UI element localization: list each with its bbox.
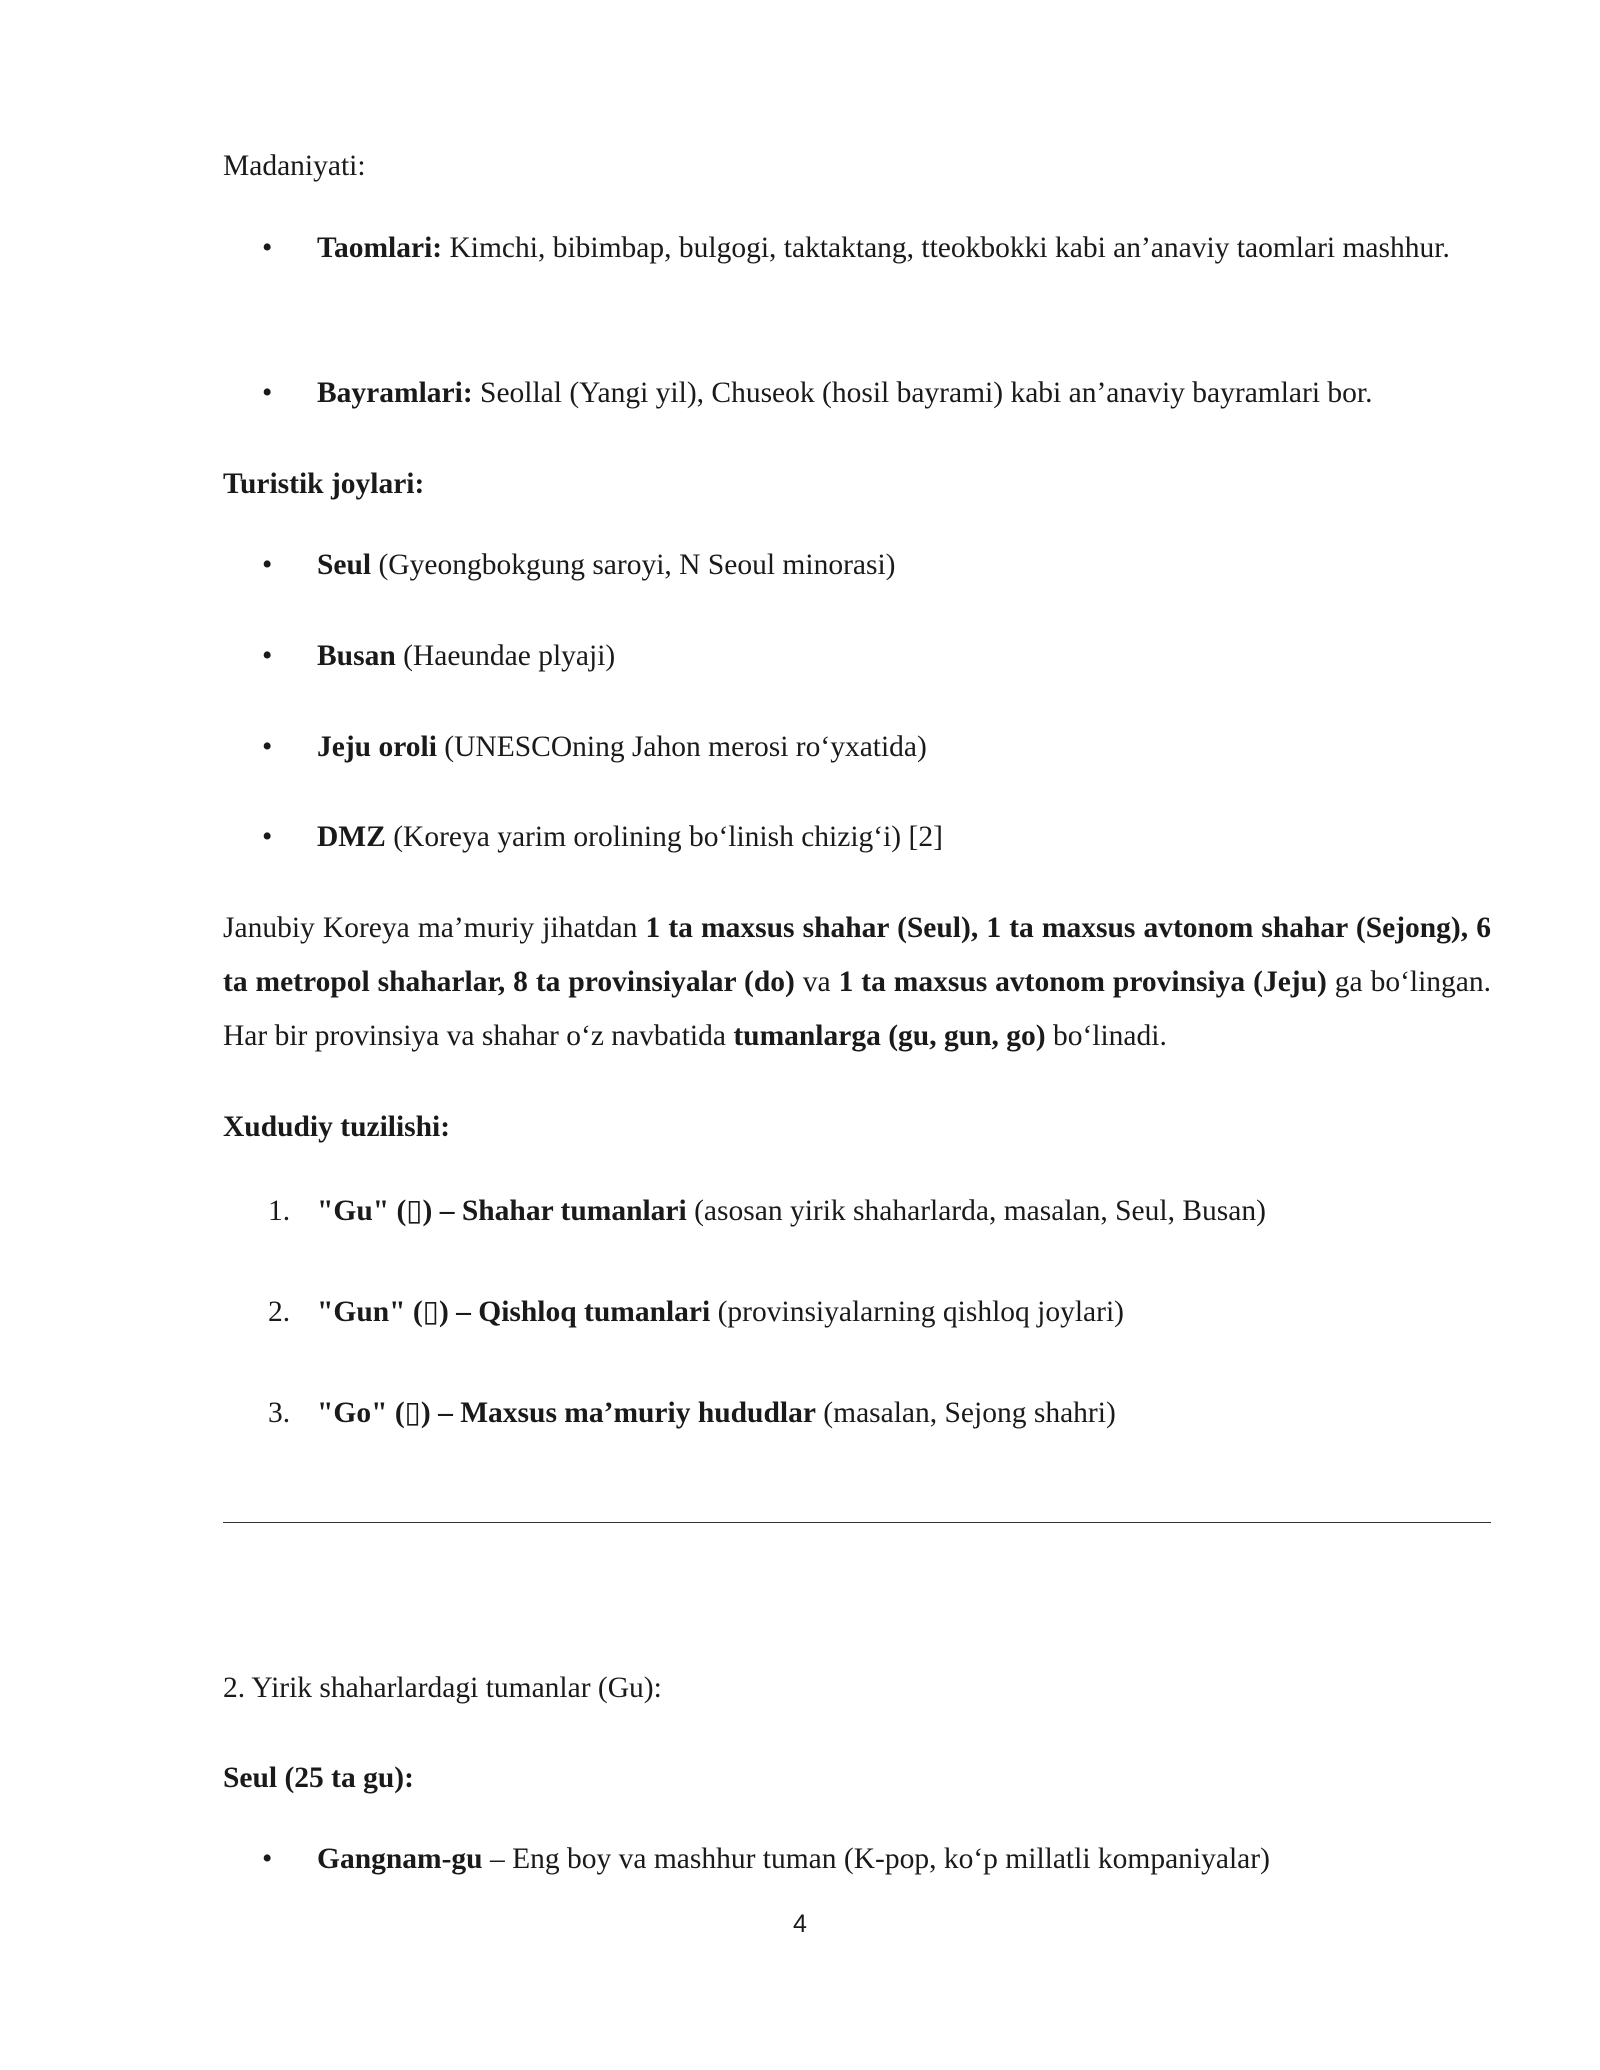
list-item-body: (asosan yirik shaharlarda, masalan, Seul, Busan) <box>686 1195 1266 1227</box>
list-item-text <box>317 810 1491 864</box>
section2-heading: 2. Yirik shaharlardagi tumanlar (Gu): <box>223 1672 662 1704</box>
structure-heading <box>223 1100 450 1154</box>
list-item-body: (Koreya yarim orolining bo‘linish chizig‘i) [2] <box>385 821 943 853</box>
list-item-text <box>317 1832 1491 1886</box>
list-item-label: DMZ <box>317 821 386 853</box>
list-item-label: "Gu" (▯) – Shahar tumanlari <box>317 1195 687 1227</box>
list-item-label: Bayramlari: <box>317 377 473 409</box>
list-item-body: Kimchi, bibimbap, bulgogi, taktaktang, tteokbokki kabi an’anaviy taomlari mashhur. <box>442 232 1450 264</box>
list-item-label: Busan <box>317 640 396 672</box>
paragraph-text: Janubiy Koreya ma’muriy jihatdan <box>223 912 646 944</box>
bullet-icon: • <box>262 821 273 853</box>
list-number: 1. <box>268 1195 291 1227</box>
list-number: 3. <box>268 1397 291 1429</box>
culture-heading: Madaniyati: <box>223 150 366 182</box>
bullet-icon: • <box>262 731 273 763</box>
tourism-heading-text: Turistik joylari: <box>223 468 425 500</box>
admin-paragraph <box>223 901 1491 1063</box>
list-number: 2. <box>268 1296 291 1328</box>
list-item-label: Gangnam-gu <box>317 1843 483 1875</box>
tourism-heading <box>223 457 424 511</box>
paragraph-bold: tumanlarga (gu, gun, go) <box>733 1020 1046 1052</box>
bullet-icon: • <box>262 549 273 581</box>
section2-subheading-text: Seul (25 ta gu): <box>223 1762 414 1794</box>
list-item-label: Taomlari: <box>317 232 443 264</box>
paragraph-text: bo‘linadi. <box>1045 1020 1167 1052</box>
bullet-icon: • <box>262 232 273 264</box>
paragraph-bold: 1 ta maxsus shahar (Seul), 1 ta maxsus avtonom shahar (Sejong), 6 ta metropol shaharlar, 8 ta provinsiyalar (do) <box>223 912 1491 998</box>
list-item-text <box>317 1184 1491 1238</box>
list-item-body: (Gyeongbokgung saroyi, N Seoul minorasi) <box>371 549 896 581</box>
page-number: 4 <box>793 1910 807 1938</box>
list-item-text <box>317 221 1491 275</box>
paragraph-text: ga bo‘lingan. Har bir provinsiya va shahar o‘z navbatida <box>223 966 1492 1052</box>
list-item-label: Seul <box>317 549 372 581</box>
bullet-icon: • <box>262 640 273 672</box>
list-item-text <box>317 629 1491 683</box>
list-item-body: – Eng boy va mashhur tuman (K-pop, ko‘p millatli kompaniyalar) <box>482 1843 1270 1875</box>
horizontal-divider <box>223 1522 1491 1523</box>
list-item-body: (masalan, Sejong shahri) <box>815 1397 1116 1429</box>
list-item-label: "Go" (▯) – Maxsus ma’muriy hududlar <box>317 1397 816 1429</box>
list-item-text <box>317 366 1491 420</box>
list-item-body: Seollal (Yangi yil), Chuseok (hosil bayrami) kabi an’anaviy bayramlari bor. <box>472 377 1373 409</box>
list-item-body: (Haeundae plyaji) <box>395 640 616 672</box>
list-item-body: (provinsiyalarning qishloq joylari) <box>710 1296 1124 1328</box>
paragraph-bold: 1 ta maxsus avtonom provinsiya (Jeju) <box>838 966 1327 998</box>
list-item-text <box>317 720 1491 774</box>
structure-heading-text: Xududiy tuzilishi: <box>223 1111 451 1143</box>
bullet-icon: • <box>262 1843 273 1875</box>
bullet-icon: • <box>262 377 273 409</box>
list-item-body: (UNESCOning Jahon merosi ro‘yxatida) <box>436 731 927 763</box>
paragraph-text: va <box>794 966 839 998</box>
list-item-label: "Gun" (▯) – Qishloq tumanlari <box>317 1296 711 1328</box>
section2-subheading <box>223 1751 414 1805</box>
list-item-label: Jeju oroli <box>317 731 437 763</box>
list-item-text <box>317 1285 1491 1339</box>
list-item-text <box>317 1386 1491 1440</box>
list-item-text <box>317 538 1491 592</box>
